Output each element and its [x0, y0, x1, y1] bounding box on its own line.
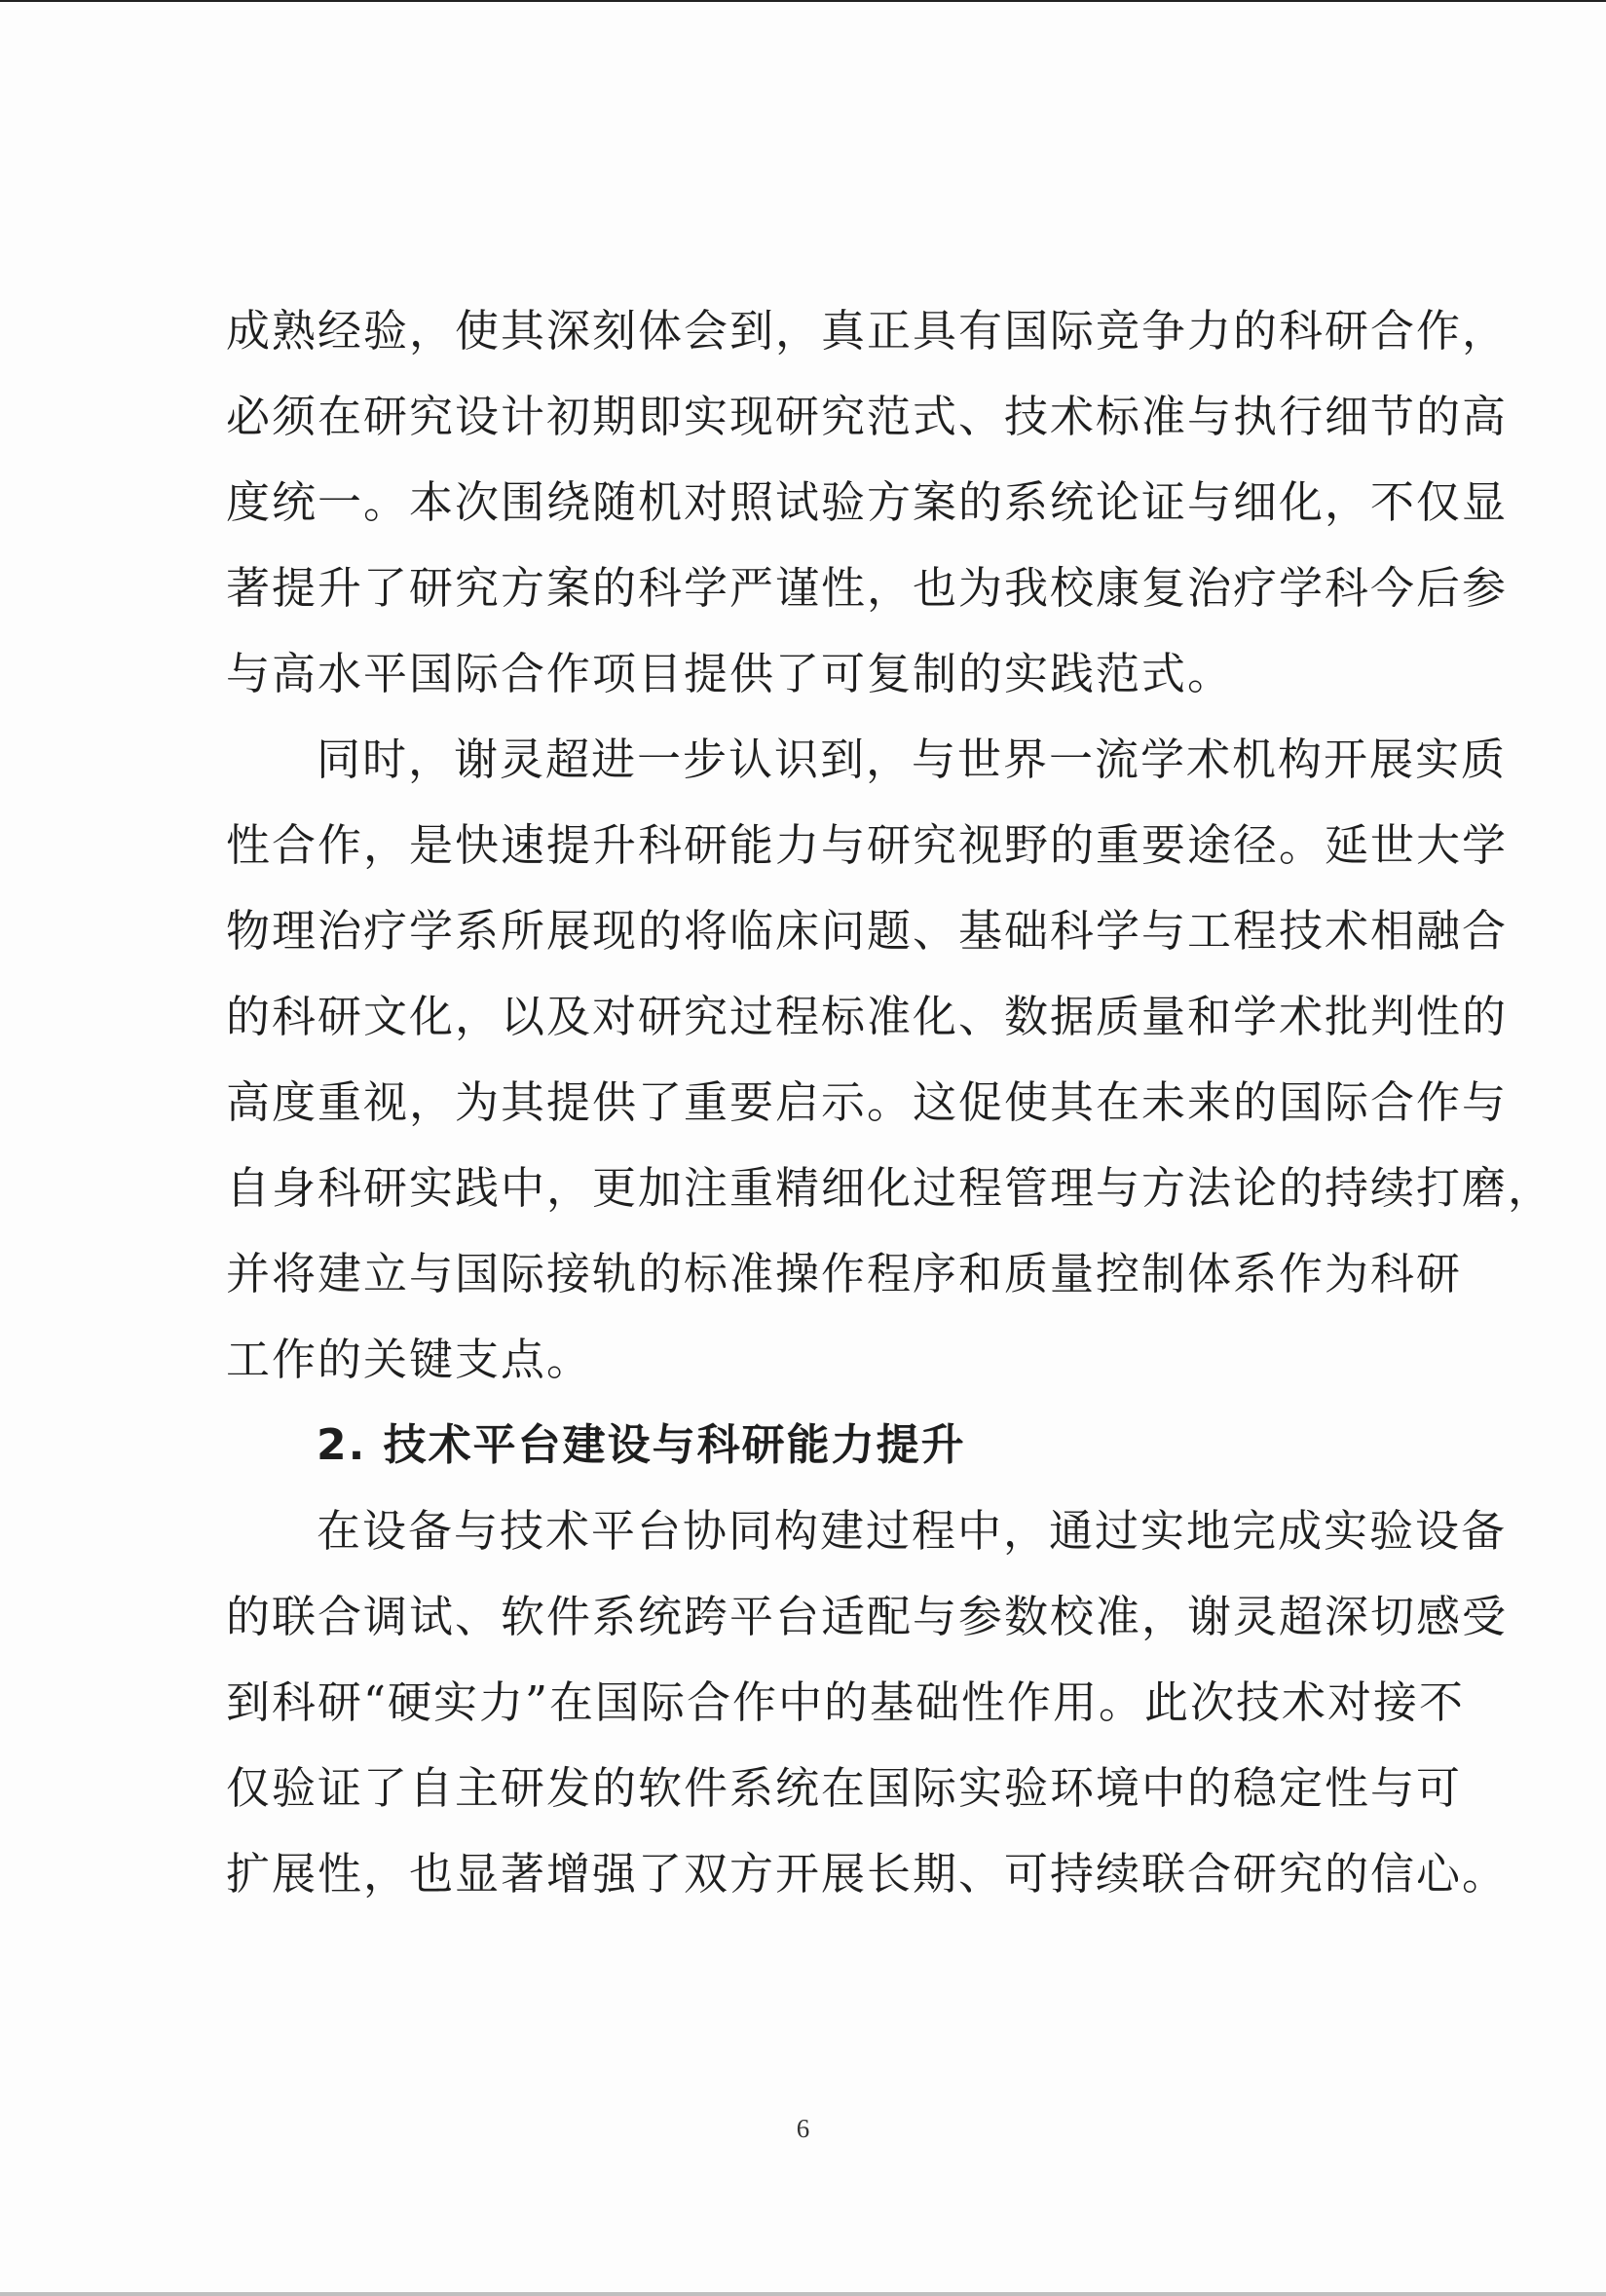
text-line: 性合作，是快速提升科研能力与研究视野的重要途径。延世大学 [226, 819, 1509, 871]
text-line: 扩展性，也显著增强了双方开展长期、可持续联合研究的信心。 [226, 1848, 1509, 1900]
text-line: 成熟经验，使其深刻体会到，真正具有国际竞争力的科研合作， [226, 305, 1509, 357]
text-line: 必须在研究设计初期即实现研究范式、技术标准与执行细节的高 [226, 391, 1509, 442]
text-line: 到科研“硬实力”在国际合作中的基础性作用。此次技术对接不 [226, 1676, 1466, 1728]
text-line: 度统一。本次围绕随机对照试验方案的系统论证与细化，不仅显 [226, 476, 1509, 528]
text-line: 并将建立与国际接轨的标准操作程序和质量控制体系作为科研 [226, 1248, 1463, 1299]
top-scan-edge [0, 0, 1606, 2]
text-line: 高度重视，为其提供了重要启示。这促使其在未来的国际合作与 [226, 1076, 1509, 1128]
text-line: 工作的关键支点。 [226, 1334, 593, 1385]
page-number: 6 [796, 2114, 810, 2143]
text-line: 物理治疗学系所展现的将临床问题、基础科学与工程技术相融合 [226, 905, 1509, 957]
body-text [226, 288, 1554, 1917]
text-line: 仅验证了自主研发的软件系统在国际实验环境中的稳定性与可 [226, 1762, 1463, 1814]
text-line: 自身科研实践中，更加注重精细化过程管理与方法论的持续打磨， [226, 1162, 1554, 1214]
text-line: 与高水平国际合作项目提供了可复制的实践范式。 [226, 648, 1234, 699]
paragraph-first-line: 在设备与技术平台协同构建过程中，通过实地完成实验设备 [317, 1505, 1508, 1557]
paragraph-first-line: 同时，谢灵超进一步认识到，与世界一流学术机构开展实质 [317, 734, 1508, 785]
text-line: 的科研文化，以及对研究过程标准化、数据质量和学术批判性的 [226, 991, 1509, 1042]
bottom-scan-edge [0, 2292, 1606, 2296]
text-line: 的联合调试、软件系统跨平台适配与参数校准，谢灵超深切感受 [226, 1591, 1509, 1642]
text-line: 著提升了研究方案的科学严谨性，也为我校康复治疗学科今后参 [226, 562, 1509, 614]
section-heading: 2. 技术平台建设与科研能力提升 [317, 1420, 966, 1470]
